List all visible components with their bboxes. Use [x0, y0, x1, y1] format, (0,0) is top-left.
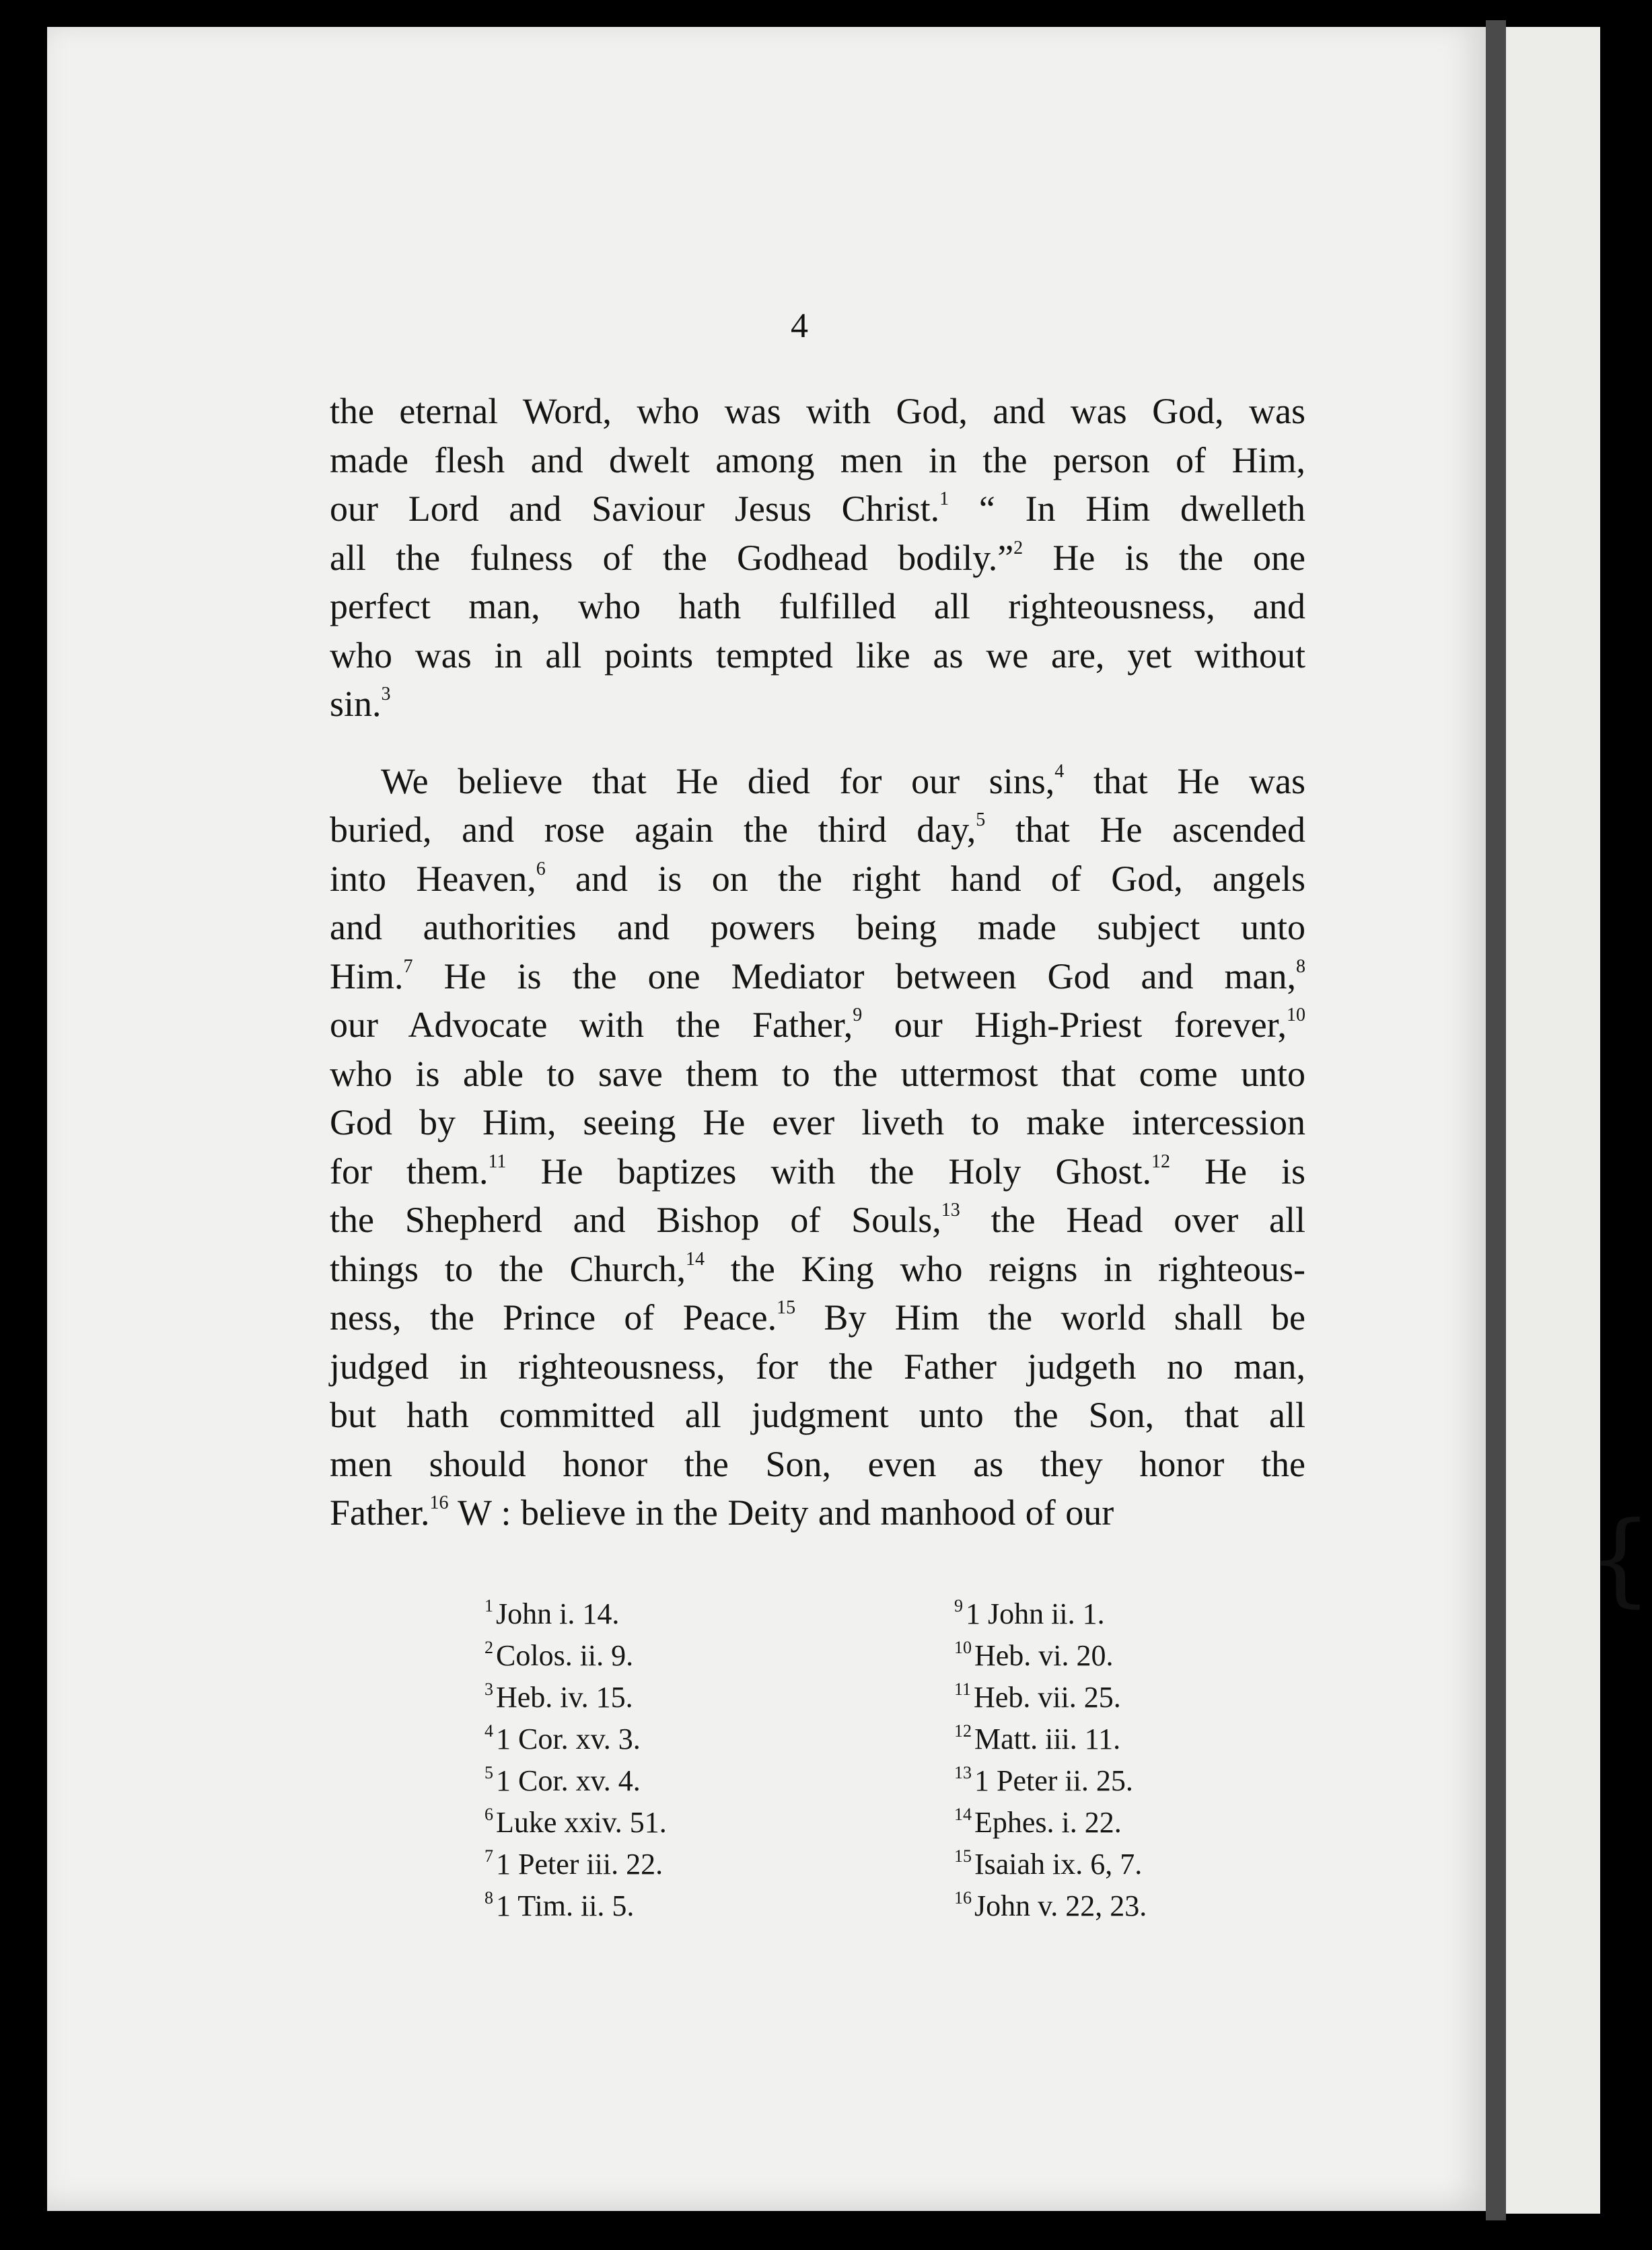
text-run: all the fulness of the Godhead bodily.” [330, 537, 1014, 578]
text-line [330, 1440, 1305, 1489]
text-line [330, 1391, 1305, 1440]
footnote-number: 14 [954, 1805, 972, 1824]
footnote-reference: 1 John ii. 1. [966, 1597, 1105, 1630]
text-run: ness, the Prince of Peace. [330, 1297, 777, 1338]
footnote-reference: 1 Cor. xv. 3. [496, 1722, 641, 1755]
text-line [330, 436, 1305, 485]
footnote-reference: 1 Tim. ii. 5. [496, 1889, 635, 1922]
text-line [330, 805, 1305, 855]
paragraph-gap [330, 729, 1305, 757]
footnote-entry [954, 1593, 1147, 1635]
text-run: judged in righteousness, for the Father judgeth no man, [330, 1346, 1305, 1387]
page-number: 4 [791, 307, 808, 345]
text-run: the eternal Word, who was with God, and was God, was [330, 391, 1305, 431]
footnote-number: 16 [954, 1888, 972, 1908]
text-line [330, 680, 1305, 729]
footnote-number: 6 [484, 1805, 493, 1824]
text-run: made flesh and dwelt among men in the person of Him, [330, 439, 1305, 480]
text-line [330, 484, 1305, 534]
footnote-marker[interactable]: 14 [686, 1248, 705, 1270]
footnote-entry [954, 1844, 1147, 1885]
text-run: He is [1170, 1151, 1305, 1192]
text-run: We believe that He died for our sins, [381, 760, 1055, 801]
text-run: for them. [330, 1151, 489, 1192]
footnote-entry [484, 1718, 667, 1760]
footnote-marker[interactable]: 5 [976, 809, 986, 830]
text-run: By Him the world shall be [795, 1297, 1305, 1338]
text-line [330, 855, 1305, 904]
body-text [330, 387, 1305, 1537]
book-spine [1486, 20, 1506, 2220]
text-run: the Shepherd and Bishop of Souls, [330, 1200, 941, 1240]
footnote-reference: Matt. iii. 11. [974, 1722, 1121, 1755]
footnote-marker[interactable]: 6 [536, 858, 546, 879]
text-line [330, 582, 1305, 631]
text-run: God by Him, seeing He ever liveth to make intercession [330, 1102, 1305, 1142]
facing-page-edge [1506, 27, 1600, 2214]
text-line [330, 952, 1305, 1001]
text-line [330, 1196, 1305, 1245]
text-run: that He ascended [985, 809, 1306, 850]
text-line [330, 1342, 1305, 1391]
text-run: our High-Priest forever, [862, 1005, 1287, 1045]
footnote-reference: 1 Peter ii. 25. [974, 1764, 1133, 1797]
footnote-marker[interactable]: 9 [853, 1005, 863, 1025]
footnote-reference: Luke xxiv. 51. [496, 1806, 667, 1839]
footnote-entry [484, 1844, 667, 1885]
text-run: who was in all points tempted like as we are, yet without [330, 634, 1305, 676]
paragraph [330, 387, 1305, 729]
text-line [330, 1147, 1305, 1196]
footnote-marker[interactable]: 13 [941, 1200, 960, 1221]
footnote-marker[interactable]: 8 [1296, 955, 1305, 977]
text-line [330, 903, 1305, 952]
footnote-entry [954, 1802, 1147, 1844]
footnote-number: 5 [484, 1763, 493, 1782]
text-run: W : believe in the Deity and manhood of our [448, 1492, 1114, 1533]
footnote-number: 12 [954, 1721, 972, 1741]
text-run: and is on the right hand of God, angels [545, 858, 1305, 899]
footnote-number: 7 [484, 1846, 493, 1866]
footnote-reference: Heb. vi. 20. [974, 1639, 1114, 1672]
footnotes-left-column [484, 1593, 667, 1927]
footnote-marker[interactable]: 7 [403, 955, 413, 977]
text-run: the King who reigns in righteous- [705, 1248, 1305, 1289]
text-run: but hath committed all judgment unto the Son, that all [330, 1395, 1305, 1435]
footnote-number: 2 [484, 1638, 493, 1657]
text-run: sin. [330, 684, 382, 724]
footnote-reference: Ephes. i. 22. [974, 1806, 1122, 1839]
text-line [330, 534, 1305, 583]
text-run: men should honor the Son, even as they honor the [330, 1443, 1305, 1484]
footnote-entry [484, 1802, 667, 1844]
paragraph [330, 757, 1305, 1537]
footnote-entry [484, 1677, 667, 1718]
text-run: who is able to save them to the uttermost that come unto [330, 1053, 1305, 1094]
text-line [330, 387, 1305, 436]
text-run: and authorities and powers being made subject unto [330, 907, 1305, 947]
footnote-entry [484, 1760, 667, 1802]
footnote-entry [484, 1593, 667, 1635]
footnote-marker[interactable]: 4 [1054, 760, 1065, 782]
text-line [330, 1098, 1305, 1147]
footnote-number: 13 [954, 1763, 972, 1782]
text-run: He is the one [1023, 537, 1306, 578]
text-line [330, 1293, 1305, 1342]
footnote-entry [484, 1635, 667, 1677]
text-line [330, 631, 1305, 680]
text-line [330, 757, 1305, 806]
footnote-marker[interactable]: 1 [939, 488, 949, 509]
footnote-number: 10 [954, 1638, 972, 1657]
footnote-reference: Isaiah ix. 6, 7. [974, 1848, 1143, 1881]
footnote-entry [484, 1885, 667, 1927]
footnote-number: 11 [954, 1679, 972, 1699]
text-line [330, 1050, 1305, 1099]
text-run: He is the one Mediator between God and man, [412, 955, 1296, 996]
footnote-entry [954, 1677, 1147, 1718]
footnote-number: 9 [954, 1596, 963, 1616]
text-run: Father. [330, 1492, 430, 1533]
text-run: things to the Church, [330, 1248, 686, 1289]
text-run: the Head over all [960, 1200, 1306, 1240]
text-run: into Heaven, [330, 858, 536, 899]
footnote-number: 3 [484, 1679, 493, 1699]
footnote-marker[interactable]: 15 [777, 1297, 796, 1318]
text-run: Him. [330, 955, 404, 996]
footnote-marker[interactable]: 10 [1287, 1005, 1305, 1025]
footnote-number: 4 [484, 1721, 493, 1741]
footnote-reference: John v. 22, 23. [974, 1889, 1147, 1922]
footnote-marker[interactable]: 2 [1013, 537, 1023, 558]
footnote-reference: 1 Cor. xv. 4. [496, 1764, 641, 1797]
footnote-number: 1 [484, 1596, 493, 1616]
text-run: perfect man, who hath fulfilled all righteousness, and [330, 586, 1305, 626]
text-run: that He was [1064, 760, 1305, 801]
text-run: our Advocate with the Father, [330, 1005, 853, 1045]
footnote-marker[interactable]: 16 [429, 1492, 449, 1513]
footnotes-right-column [954, 1593, 1147, 1927]
footnote-number: 8 [484, 1888, 493, 1908]
text-line [330, 1488, 1305, 1537]
footnote-reference: John i. 14. [496, 1597, 620, 1630]
footnote-entry [954, 1885, 1147, 1927]
text-run: “ In Him dwelleth [949, 488, 1305, 529]
footnote-entry [954, 1760, 1147, 1802]
footnote-marker[interactable]: 11 [488, 1151, 507, 1172]
footnote-reference: Colos. ii. 9. [496, 1639, 634, 1672]
facing-page-bracket-mark: { [1588, 1500, 1652, 1618]
footnote-entry [954, 1635, 1147, 1677]
text-run: He baptizes with the Holy Ghost. [506, 1151, 1151, 1192]
footnote-reference: Heb. vii. 25. [974, 1681, 1121, 1714]
footnote-marker[interactable]: 12 [1151, 1151, 1170, 1172]
footnote-reference: Heb. iv. 15. [496, 1681, 633, 1714]
text-line [330, 1001, 1305, 1050]
text-run: our Lord and Saviour Jesus Christ. [330, 488, 940, 529]
text-line [330, 1245, 1305, 1294]
text-run: buried, and rose again the third day, [330, 809, 976, 850]
footnote-entry [954, 1718, 1147, 1760]
footnote-reference: 1 Peter iii. 22. [496, 1848, 663, 1881]
footnote-number: 15 [954, 1846, 972, 1866]
footnote-marker[interactable]: 3 [381, 684, 391, 704]
